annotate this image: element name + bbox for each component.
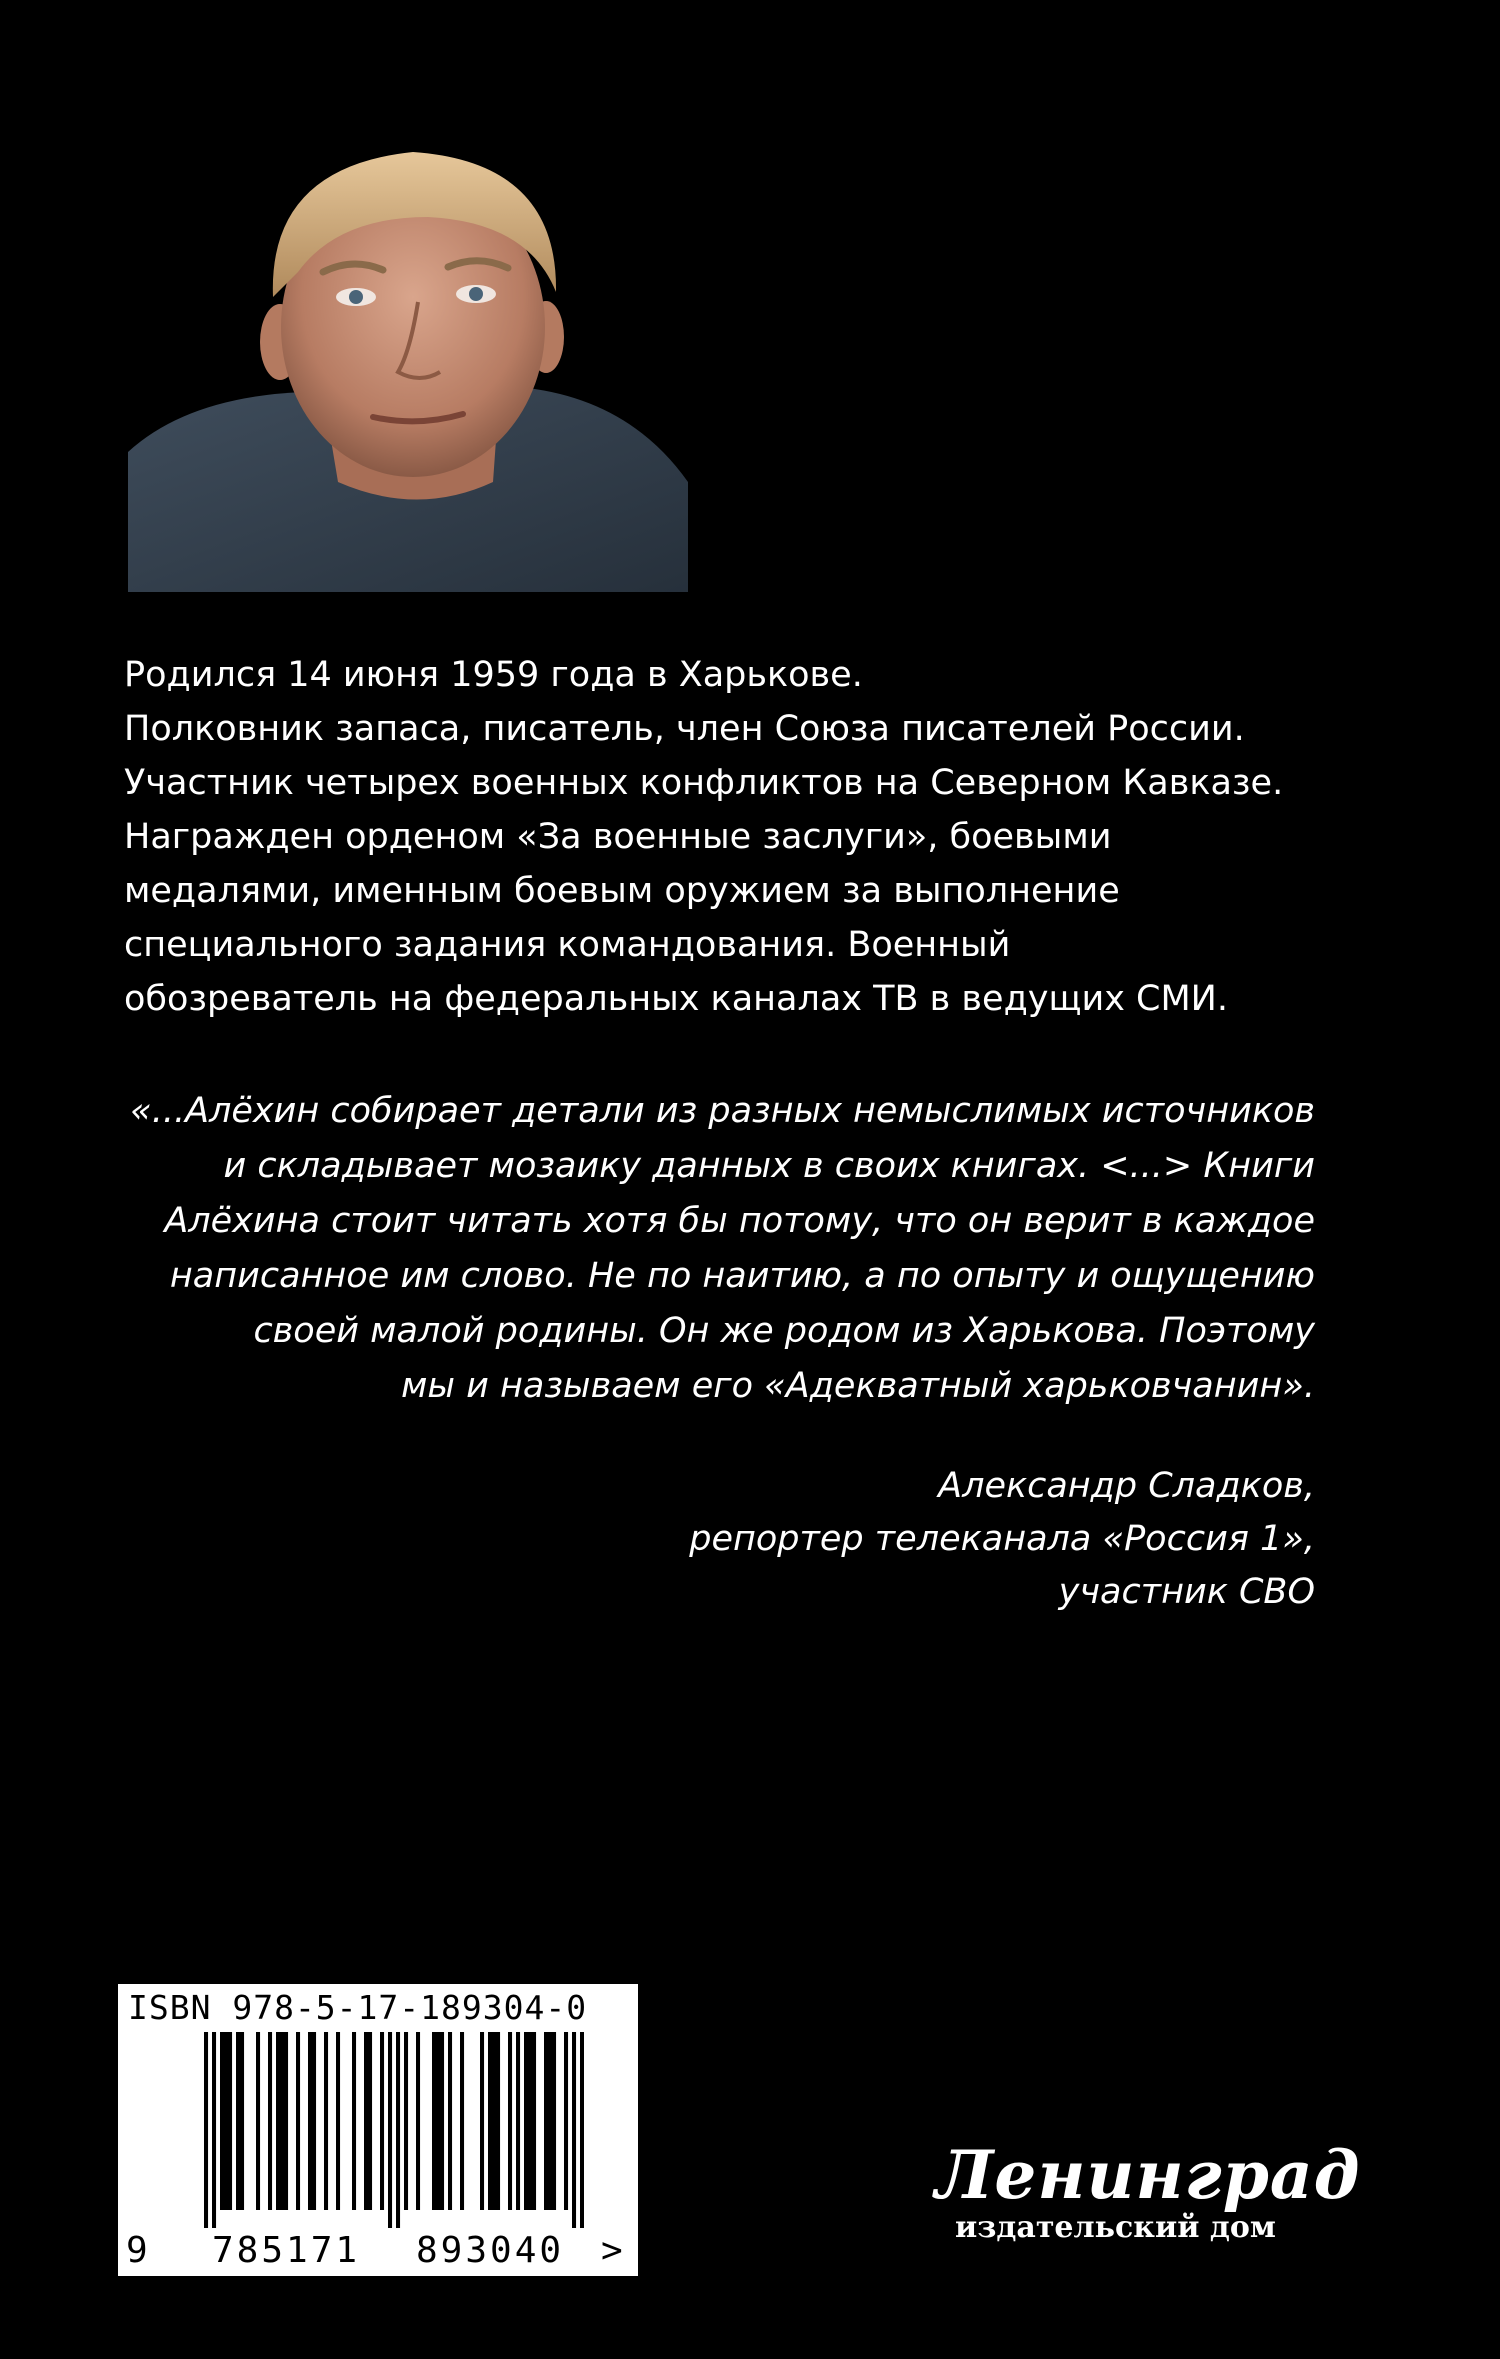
barcode-bar [268, 2032, 272, 2210]
barcode-bar [432, 2032, 436, 2210]
quote-line: мы и называем его «Адекватный харьковчанин». [400, 1366, 1315, 1406]
quote-line: написанное им слово. Не по наитию, а по опыту и ощущению [169, 1256, 1315, 1296]
barcode-bar [308, 2032, 312, 2210]
barcode-bar [552, 2032, 556, 2210]
barcode-bar [220, 2032, 224, 2210]
barcode-bar [416, 2032, 420, 2210]
barcode-bar [228, 2032, 232, 2210]
barcode-bar [396, 2032, 400, 2228]
bio-line: Родился 14 июня 1959 года в Харькове. [124, 655, 863, 695]
barcode-bar [212, 2032, 216, 2228]
barcode-bar [460, 2032, 464, 2210]
barcode [204, 2032, 584, 2228]
barcode-bar [204, 2032, 208, 2228]
publisher-logo [935, 2136, 1361, 2275]
bio-line: Участник четырех военных конфликтов на Северном Кавказе. [124, 763, 1284, 803]
barcode-bar [312, 2032, 316, 2210]
barcode-bar [380, 2032, 384, 2210]
isbn-barcode-block [118, 1984, 638, 2276]
barcode-digit-group-right: 893040 [416, 2230, 565, 2271]
publisher-subtitle: издательский дом [955, 2210, 1276, 2245]
barcode-bar [284, 2032, 288, 2210]
barcode-bar [364, 2032, 368, 2210]
author-portrait [128, 122, 688, 592]
barcode-bar [236, 2032, 240, 2210]
barcode-bar [224, 2032, 228, 2210]
barcode-bar [368, 2032, 372, 2210]
barcode-bar [516, 2032, 520, 2210]
barcode-bar [544, 2032, 548, 2210]
barcode-bar [388, 2032, 392, 2228]
barcode-bar [580, 2032, 584, 2228]
barcode-bar [276, 2032, 280, 2210]
barcode-bar [548, 2032, 552, 2210]
barcode-bar [508, 2032, 512, 2210]
barcode-bar [532, 2032, 536, 2210]
barcode-bar [572, 2032, 576, 2228]
bio-line: обозреватель на федеральных каналах ТВ в ведущих СМИ. [124, 979, 1228, 1019]
barcode-bar [240, 2032, 244, 2210]
barcode-bar [448, 2032, 452, 2210]
barcode-bar [440, 2032, 444, 2210]
barcode-bar [352, 2032, 356, 2210]
barcode-bar [488, 2032, 492, 2210]
review-quote [115, 1084, 1315, 1414]
barcode-bar [296, 2032, 300, 2210]
barcode-bar [528, 2032, 532, 2210]
bio-line: специального задания командования. Военный [124, 925, 1011, 965]
barcode-bar [524, 2032, 528, 2210]
barcode-bar [564, 2032, 568, 2210]
barcode-quiet-zone-mark: > [601, 2230, 623, 2271]
bio-line: Полковник запаса, писатель, член Союза писателей России. [124, 709, 1245, 749]
author-bio [124, 648, 1344, 1026]
bio-line: Награжден орденом «За военные заслуги», боевыми [124, 817, 1112, 857]
attribution-line: Александр Сладков, [938, 1466, 1315, 1506]
barcode-digit-group-left: 785171 [212, 2230, 361, 2271]
quote-attribution [515, 1460, 1315, 1619]
publisher-name: Ленинград [935, 2136, 1361, 2214]
barcode-bar [496, 2032, 500, 2210]
barcode-bar [436, 2032, 440, 2210]
attribution-line: участник СВО [1058, 1572, 1315, 1612]
quote-line: Алёхина стоит читать хотя бы потому, что он верит в каждое [164, 1201, 1315, 1241]
quote-line: «...Алёхин собирает детали из разных немыслимых источников [130, 1091, 1315, 1131]
barcode-bar [324, 2032, 328, 2210]
isbn-label: ISBN 978-5-17-189304-0 [128, 1988, 588, 2027]
barcode-bar [492, 2032, 496, 2210]
quote-line: своей малой родины. Он же родом из Харькова. Поэтому [253, 1311, 1315, 1351]
attribution-line: репортер телеканала «Россия 1», [689, 1519, 1315, 1559]
barcode-bar [404, 2032, 408, 2210]
barcode-bar [256, 2032, 260, 2210]
barcode-digit-lead: 9 [126, 2230, 148, 2271]
barcode-bar [280, 2032, 284, 2210]
bio-line: медалями, именным боевым оружием за выполнение [124, 871, 1120, 911]
barcode-bar [336, 2032, 340, 2210]
barcode-bar [480, 2032, 484, 2210]
quote-line: и складывает мозаику данных в своих книгах. <...> Книги [223, 1146, 1315, 1186]
